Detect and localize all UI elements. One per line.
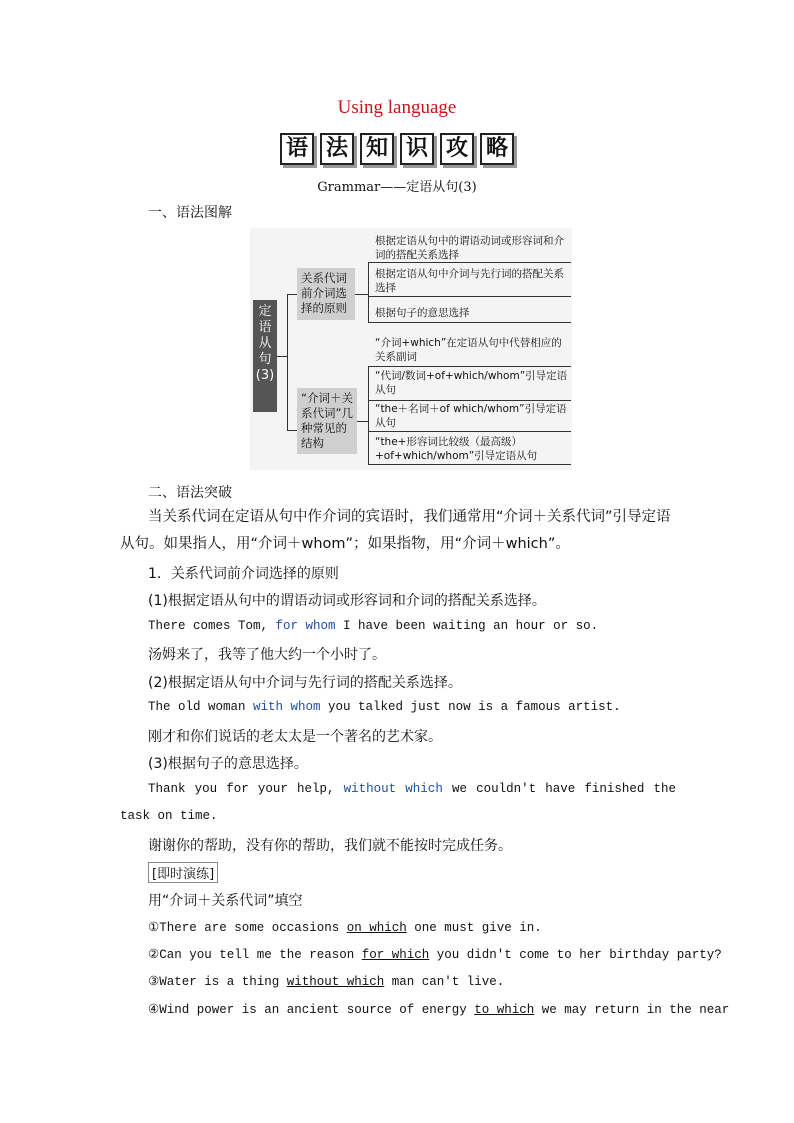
diagram-root: 定语从句(3)	[253, 300, 277, 412]
diagram-leaf: 根据句子的意思选择	[375, 307, 470, 319]
diagram-leaf: “the＋名词＋of which/whom”引导定语从句	[375, 403, 567, 429]
example1-translation: 汤姆来了，我等了他大约一个小时了。	[148, 647, 386, 663]
diagram-leaf: 根据定语从句中介词与先行词的搭配关系选择	[375, 268, 564, 294]
banner-char: 识	[400, 133, 434, 165]
banner-char: 法	[320, 133, 354, 165]
example3: Thank you for your help, without which we couldn't have finished the task on time.	[120, 782, 676, 823]
practice-item: ②Can you tell me the reason for which you didn't come to her birthday party?	[148, 948, 722, 962]
section2-heading: 二、语法突破	[148, 485, 232, 501]
example2-translation: 刚才和你们说话的老太太是一个著名的艺术家。	[148, 729, 442, 745]
section1-heading: 一、语法图解	[148, 205, 232, 221]
example3-translation: 谢谢你的帮助，没有你的帮助，我们就不能按时完成任务。	[148, 838, 512, 854]
practice-label: [即时演练]	[148, 862, 218, 883]
grammar-diagram	[250, 228, 572, 470]
point1-title: 1．关系代词前介词选择的原则	[148, 566, 339, 582]
practice-instruction: 用“介词＋关系代词”填空	[148, 893, 303, 909]
diagram-leaf: “介词+which”在定语从句中代替相应的关系副词	[375, 337, 562, 363]
diagram-leaf: “代词/数词+of+which/whom”引导定语从句	[375, 370, 568, 396]
rule3: (3)根据句子的意思选择。	[148, 756, 308, 772]
banner-char: 略	[480, 133, 514, 165]
page-title: Using language	[337, 97, 457, 118]
rule2: (2)根据定语从句中介词与先行词的搭配关系选择。	[148, 675, 462, 691]
diagram-branch2: “介词＋关系代词”几种常见的结构	[297, 388, 357, 454]
diagram-leaf: 根据定语从句中的谓语动词或形容词和介词的搭配关系选择	[375, 235, 564, 261]
rule1: (1)根据定语从句中的谓语动词或形容词和介词的搭配关系选择。	[148, 593, 546, 609]
subtitle: Grammar——定语从句(3)	[317, 180, 477, 195]
intro-paragraph: 当关系代词在定语从句中作介词的宾语时，我们通常用“介词＋关系代词”引导定语从句。如果指人，用“介词＋whom”；如果指物，用“介词＋which”。	[120, 509, 671, 552]
diagram-branch1: 关系代词前介词选择的原则	[297, 268, 355, 320]
diagram-leaf: “the+形容词比较级（最高级）+of+which/whom”引导定语从句	[375, 436, 538, 462]
example1: There comes Tom, for whom I have been waiting an hour or so.	[148, 619, 599, 633]
banner-char: 攻	[440, 133, 474, 165]
practice-item: ③Water is a thing without which man can't live.	[148, 975, 505, 989]
banner-char: 语	[280, 133, 314, 165]
section-banner	[0, 133, 794, 165]
practice-item: ①There are some occasions on which one must give in.	[148, 921, 542, 935]
practice-item: ④Wind power is an ancient source of energy to which we may return in the near	[148, 1003, 730, 1017]
example2: The old woman with whom you talked just now is a famous artist.	[148, 700, 621, 714]
banner-char: 知	[360, 133, 394, 165]
